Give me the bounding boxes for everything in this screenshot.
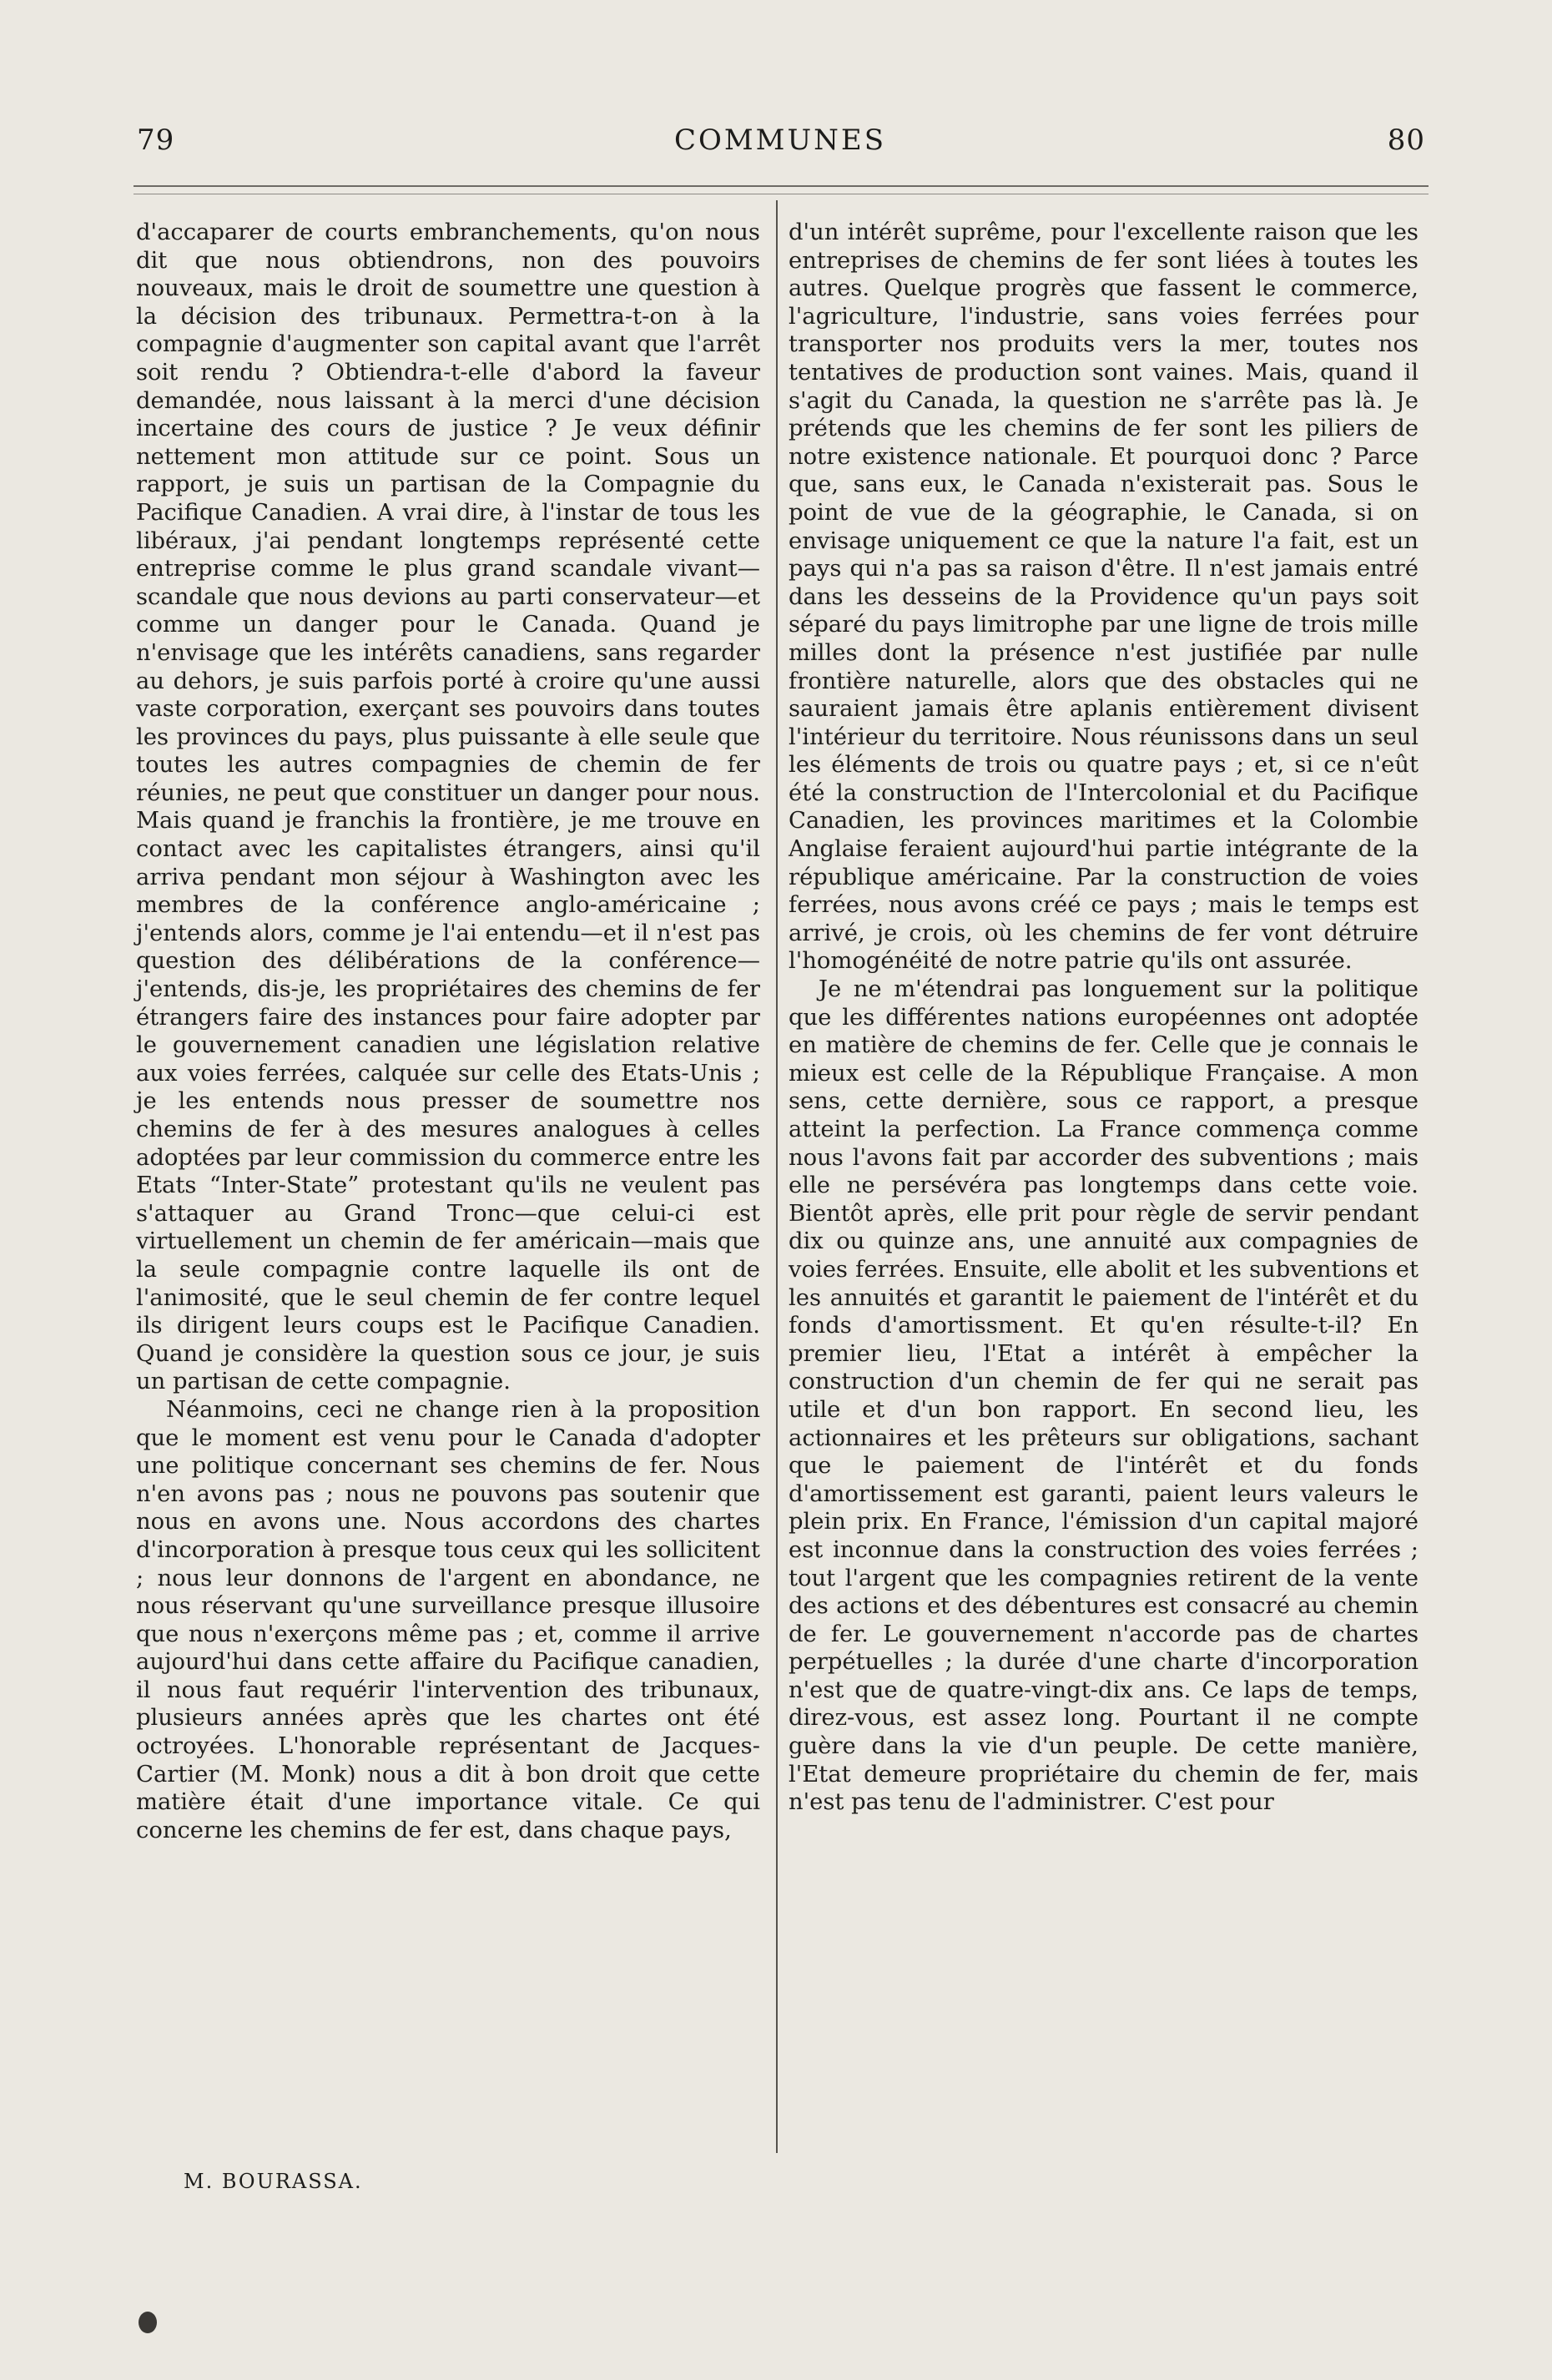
right-paragraph-2: Je ne m'étendrai pas longuement sur la politique que les différentes nations européennes ont adoptée en matière de chemins de fer. Celle que je connais le mieux est celle de la République Française. A mon sens, cette dernière, sous ce rapport, a presque atteint la perfection. La France commença comme nous l'avons fait par accorder des subventions ; mais elle ne persévéra pas longtemps dans cette voie. Bientôt après, elle prit pour règle de servir pendant dix ou quinze ans, une annuité aux compagnies de voies ferrées. Ensuite, elle abolit et les subventions et les annuités et garantit le paiement de l'intérêt et du fonds d'amortissment. Et qu'en résulte-t-il? En premier lieu, l'Etat a intérêt à empêcher la construction d'un chemin de fer qui ne serait pas utile et d'un bon rapport. En second lieu, les actionnaires et les prêteurs sur obligations, sachant que le paiement de l'intérêt et du fonds d'amortissement est garanti, paient leurs valeurs le plein prix. En France, l'émission d'un capital majoré est inconnue dans la construction des voies ferrées ; tout l'argent que les compagnies retirent de la vente des actions et des débentures est consacré au chemin de fer. Le gouvernement n'accorde pas de chartes perpétuelles ; la durée d'une charte d'incorporation n'est que de quatre-vingt-dix ans. Ce laps de temps, direz-vous, est assez long. Pourtant il ne compte guère dans la vie d'un peuple. De cette manière, l'Etat demeure propriétaire du chemin de fer, mais n'est pas tenu de l'administrer. C'est pour xyxy=(789,976,1418,1816)
left-paragraph-1: d'accaparer de courts embranchements, qu'on nous dit que nous obtiendrons, non des pouvoirs nouveaux, mais le droit de soumettre une question à la décision des tribunaux. Permettra-t-on à la compagnie d'augmenter son capital avant que l'arrêt soit rendu ? Obtiendra-t-elle d'abord la faveur demandée, nous laissant à la merci d'une décision incertaine des cours de justice ? Je veux définir nettement mon attitude sur ce point. Sous un rapport, je suis un partisan de la Compagnie du Pacifique Canadien. A vrai dire, à l'instar de tous les libéraux, j'ai pendant longtemps représenté cette entreprise comme le plus grand scandale vivant—scandale que nous devions au parti conservateur—et comme un danger pour le Canada. Quand je n'envisage que les intérêts canadiens, sans regarder au dehors, je suis parfois porté à croire qu'une aussi vaste corporation, exerçant ses pouvoirs dans toutes les provinces du pays, plus puissante à elle seule que toutes les autres compagnies de chemin de fer réunies, ne peut que constituer un danger pour nous. Mais quand je franchis la frontière, je me trouve en contact avec les capitalistes étrangers, ainsi qu'il arriva pendant mon séjour à Washington avec les membres de la conférence anglo-américaine ; j'entends alors, comme je l'ai entendu—et il n'est pas question des délibérations de la conférence—j'entends, dis-je, les propriétaires des chemins de fer étrangers faire des instances pour faire adopter par le gouvernement canadien une législation relative aux voies ferrées, calquée sur celle des Etats-Unis ; je les entends nous presser de soumettre nos chemins de fer à des mesures analogues à celles adoptées par leur commission du commerce entre les Etats “Inter-State” protestant qu'ils ne veulent pas s'attaquer au Grand Tronc—que celui-ci est virtuellement un chemin de fer américain—mais que la seule compagnie contre laquelle ils ont de l'animosité, que le seul chemin de fer contre lequel ils dirigent leurs coups est le Pacifique Canadien. Quand je considère la question sous ce jour, je suis un partisan de cette compagnie. xyxy=(136,219,760,1395)
page-number-right: 80 xyxy=(1387,124,1425,157)
right-paragraph-1: d'un intérêt suprême, pour l'excellente raison que les entreprises de chemins de fer sont liées à toutes les autres. Quelque progrès que fassent le commerce, l'agriculture, l'industrie, sans voies ferrées pour transporter nos produits vers la mer, toutes nos tentatives de production sont vaines. Mais, quand il s'agit du Canada, la question ne s'arrête pas là. Je prétends que les chemins de fer sont les piliers de notre existence nationale. Et pourquoi donc ? Parce que, sans eux, le Canada n'existerait pas. Sous le point de vue de la géographie, le Canada, si on envisage uniquement ce que la nature l'a fait, est un pays qui n'a pas sa raison d'être. Il n'est jamais entré dans les desseins de la Providence qu'un pays soit séparé du pays limitrophe par une ligne de trois mille milles dont la présence n'est justifiée par nulle frontière naturelle, alors que des obstacles qui ne sauraient jamais être aplanis entièrement divisent l'intérieur du territoire. Nous réunissons dans un seul les éléments de trois ou quatre pays ; et, si ce n'eût été la construction de l'Intercolonial et du Pacifique Canadien, les provinces maritimes et la Colombie Anglaise feraient aujourd'hui partie intégrante de la république américaine. Par la construction de voies ferrées, nous avons créé ce pays ; mais le temps est arrivé, je crois, où les chemins de fer vont détruire l'homogénéité de notre patrie qu'ils ont assurée. xyxy=(789,219,1418,975)
right-column xyxy=(789,219,1418,1817)
speaker-name: M. BOURASSA. xyxy=(184,2170,363,2193)
column-divider xyxy=(776,200,778,2153)
running-title: COMMUNES xyxy=(673,124,887,157)
page-header xyxy=(134,124,1427,165)
left-paragraph-2: Néanmoins, ceci ne change rien à la proposition que le moment est venu pour le Canada d'adopter une politique concernant ses chemins de fer. Nous n'en avons pas ; nous ne pouvons pas soutenir que nous en avons une. Nous accordons des chartes d'incorporation à presque tous ceux qui les sollicitent ; nous leur donnons de l'argent en abondance, ne nous réservant qu'une surveillance presque illusoire que nous n'exerçons même pas ; et, comme il arrive aujourd'hui dans cette affaire du Pacifique canadien, il nous faut requérir l'intervention des tribunaux, plusieurs années après que les chartes ont été octroyées. L'honorable représentant de Jacques-Cartier (M. Monk) nous a dit à bon droit que cette matière était d'une importance vitale. Ce qui concerne les chemins de fer est, dans chaque pays, xyxy=(136,1396,760,1843)
left-column xyxy=(136,219,760,1844)
ink-blot xyxy=(139,2312,157,2333)
header-rule xyxy=(134,185,1429,187)
page-number-left: 79 xyxy=(137,124,175,157)
